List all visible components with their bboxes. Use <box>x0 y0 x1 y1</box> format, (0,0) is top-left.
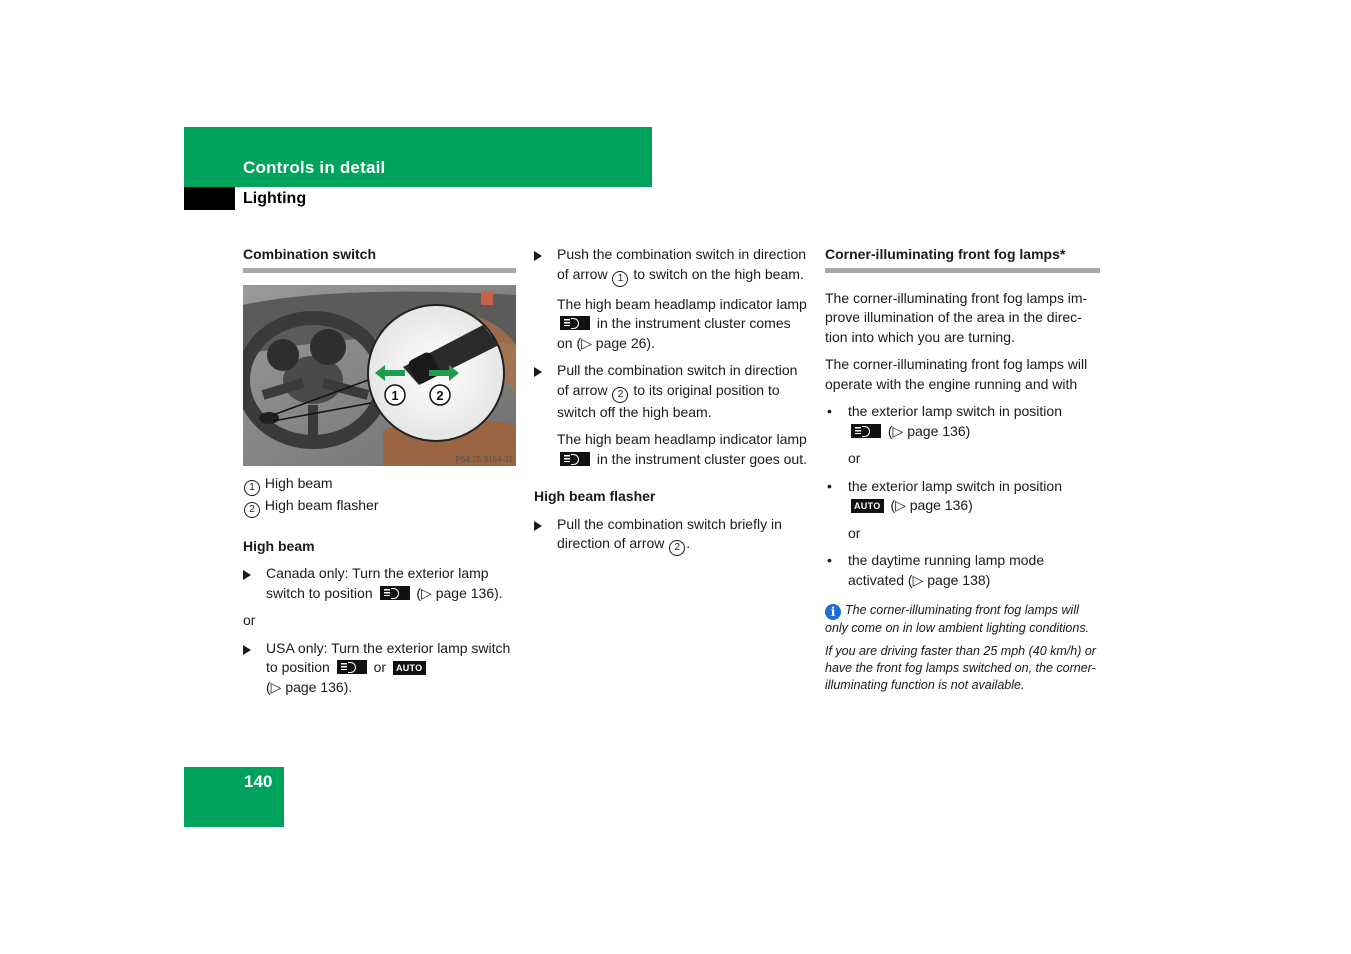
bullet-icon: • <box>827 552 832 568</box>
header-tab-marker <box>184 187 235 210</box>
figure-callout-2: 2 <box>436 387 444 403</box>
high-beam-lamp-icon <box>560 316 590 330</box>
step-text: Push the combination switch in direction of arrow <box>557 246 807 282</box>
info-icon: i <box>825 604 841 620</box>
info-note-text: The corner-illuminating front fog lamps will only come on in low ambient lighting conditions. <box>825 603 1090 635</box>
bullet-icon: • <box>827 403 832 419</box>
column-2 <box>534 245 809 564</box>
step-text: . <box>686 535 691 551</box>
or-text: or <box>243 612 256 628</box>
step-push-high-beam <box>534 245 809 287</box>
indicator-note-on <box>534 295 809 354</box>
info-note <box>825 602 1100 637</box>
arrow-number: 1 <box>612 271 628 287</box>
high-beam-flasher-heading: High beam flasher <box>534 488 656 504</box>
condition-text: the daytime running lamp mode activated (▷ page 138) <box>848 552 1045 588</box>
step-usa <box>243 639 516 698</box>
step-arrow-icon <box>243 645 251 655</box>
combination-switch-heading: Combination switch <box>243 245 516 273</box>
legend-number: 2 <box>244 502 260 518</box>
note-text: The high beam headlamp indicator lamp <box>557 295 807 312</box>
step-flasher <box>534 515 809 557</box>
high-beam-lamp-icon <box>380 586 410 600</box>
high-beam-heading: High beam <box>243 537 315 554</box>
fog-lamps-heading: Corner-illuminating front fog lamps* <box>825 245 1100 273</box>
condition-text: the exterior lamp switch in position <box>848 477 1062 494</box>
high-beam-lamp-icon <box>851 424 881 438</box>
high-beam-lamp-icon <box>337 660 367 674</box>
legend-item <box>243 474 516 496</box>
combination-switch-illustration <box>243 285 516 466</box>
auto-lamp-icon: AUTO <box>393 661 426 675</box>
step-text: Canada only: Turn the exterior lamp switch to position <box>266 565 489 601</box>
step-arrow-icon <box>243 570 251 580</box>
or-text: or <box>373 659 387 675</box>
step-text: to switch on the high beam. <box>633 265 804 282</box>
condition-item <box>825 402 1100 441</box>
subsection-title: Lighting <box>243 190 307 207</box>
condition-text: the exterior lamp switch in position <box>848 403 1062 419</box>
step-canada <box>243 564 516 603</box>
step-arrow-icon <box>534 251 542 261</box>
legend-number: 1 <box>244 480 260 496</box>
step-text: USA only: Turn the exterior lamp switch to position <box>266 639 511 675</box>
page-ref: (▷ page 136) <box>890 497 973 513</box>
header-band <box>184 127 652 187</box>
note-text: The high beam headlamp indicator lamp <box>557 431 807 447</box>
section-title: Controls in detail <box>243 158 386 177</box>
legend-text: High beam flasher <box>264 496 379 513</box>
auto-lamp-icon: AUTO <box>851 499 884 513</box>
step-text: to its original position to switch off the high beam. <box>557 381 780 420</box>
high-beam-lamp-icon <box>560 452 590 466</box>
arrow-number: 2 <box>669 540 685 556</box>
arrow-number: 2 <box>612 387 628 403</box>
step-text: Pull the combination switch briefly in direction of arrow <box>557 515 782 551</box>
or-text: or <box>848 524 861 541</box>
indicator-note-off <box>534 430 809 469</box>
fog-lamps-intro: The corner-illuminating front fog lamps im-prove illumination of the area in the direc-tion into which you are turning. <box>825 289 1088 345</box>
column-1 <box>243 245 516 705</box>
legend-item <box>243 496 516 518</box>
step-text: Pull the combination switch in direction of arrow <box>557 362 798 398</box>
step-arrow-icon <box>534 521 542 531</box>
or-text: or <box>848 450 861 466</box>
figure-callout-1: 1 <box>391 387 399 403</box>
page-ref: (▷ page 136) <box>887 422 971 439</box>
note-text: in the instrument cluster goes out. <box>596 450 807 467</box>
column-3 <box>825 245 1100 700</box>
info-note-speed: If you are driving faster than 25 mph (40 km/h) or have the front fog lamps switched on, the corner-illuminating function is not available. <box>825 644 1096 692</box>
bullet-icon: • <box>827 477 832 494</box>
combination-switch-figure <box>243 285 516 466</box>
legend-text: High beam <box>264 474 333 491</box>
page-ref: (▷ page 136). <box>266 678 353 695</box>
step-pull-high-beam-off <box>534 361 809 422</box>
page-number: 140 <box>244 772 273 791</box>
condition-item <box>825 551 1100 590</box>
page-ref: (▷ page 136). <box>416 584 503 601</box>
condition-item <box>825 477 1100 516</box>
figure-code: P54.25-3154-31 <box>455 454 513 464</box>
step-arrow-icon <box>534 367 542 377</box>
fog-lamps-conditions: The corner-illuminating front fog lamps will operate with the engine running and with <box>825 356 1088 392</box>
note-text: in the instrument cluster comes on (▷ page 26). <box>557 315 791 351</box>
